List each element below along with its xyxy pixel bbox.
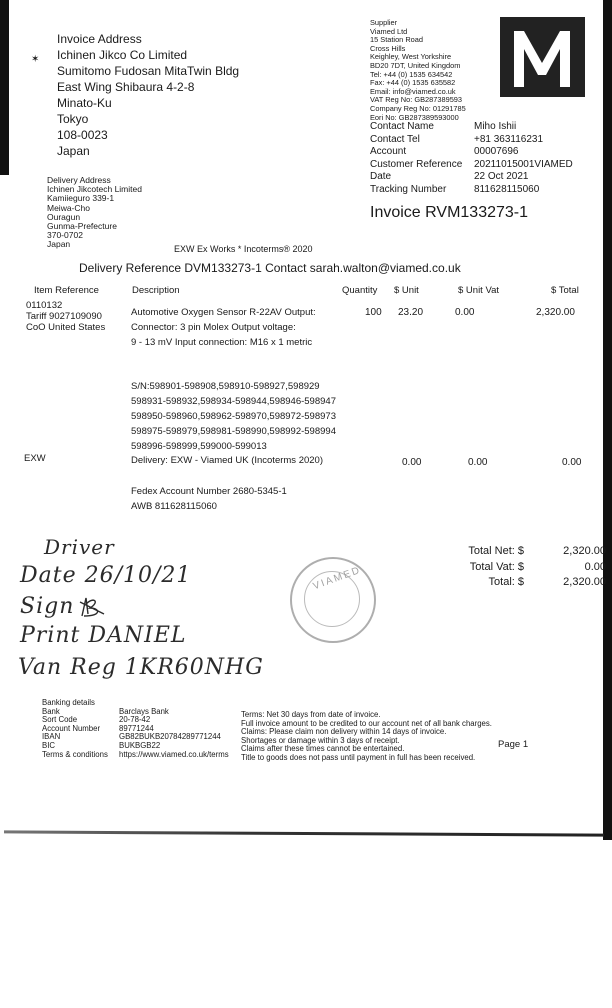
delivery-address-line: Ichinen Jikcotech Limited	[47, 184, 142, 195]
column-header-total: $ Total	[551, 285, 579, 296]
serial-line: 598950-598960,598962-598970,598972-598973	[131, 411, 336, 422]
column-header-unit-vat: $ Unit Vat	[458, 285, 500, 296]
fedex-details	[131, 484, 287, 514]
viamed-logo-icon	[500, 17, 585, 97]
page-number: Page 1	[498, 739, 529, 750]
supplier-line: Company Reg No: 01291785	[370, 103, 466, 113]
meta-value: 22 Oct 2021	[474, 171, 529, 183]
line-item-unit-vat: 0.00	[455, 307, 475, 318]
meta-key: Date	[370, 171, 392, 183]
bank-value: BUKBGB22	[119, 740, 161, 750]
scan-edge-right	[603, 0, 612, 840]
column-header-item-reference: Item Reference	[34, 285, 99, 296]
bank-value: Barclays Bank	[119, 706, 169, 716]
handwritten-date: Date 26/10/21	[20, 563, 192, 588]
item-ref-line: 0110132	[26, 300, 63, 311]
bank-key: Terms & conditions	[42, 749, 108, 759]
meta-key: Tracking Number	[370, 183, 447, 195]
invoice-address-line: Ichinen Jikco Co Limited	[57, 48, 188, 62]
invoice-address-line: Japan	[57, 144, 90, 158]
column-header-unit: $ Unit	[394, 285, 419, 296]
bank-key: BIC	[42, 740, 55, 750]
meta-key: Contact Tel	[370, 133, 420, 145]
supplier-line: BD20 7DT, United Kingdom	[370, 60, 461, 70]
delivery-item-unit: 0.00	[402, 457, 422, 468]
line-item-quantity: 100	[365, 307, 382, 318]
company-stamp	[290, 557, 376, 643]
delivery-address	[47, 176, 142, 250]
bank-key: Bank	[42, 706, 60, 716]
meta-key: Customer Reference	[370, 158, 463, 170]
terms-link[interactable]: https://www.viamed.co.uk/terms	[119, 749, 229, 759]
signature-scribble	[78, 594, 106, 620]
delivery-item-unit-vat: 0.00	[468, 457, 488, 468]
line-item-total: 2,320.00	[536, 307, 575, 318]
scan-edge-left	[0, 0, 9, 175]
terms-line: Full invoice amount to be credited to our account net of all bank charges.	[241, 718, 492, 728]
bank-row	[42, 751, 229, 760]
supplier-line: Tel: +44 (0) 1535 634542	[370, 69, 453, 79]
total-value: 2,320.00	[563, 576, 606, 588]
fedex-account: Fedex Account Number 2680-5345-1	[131, 486, 287, 497]
terms-line: Terms: Net 30 days from date of invoice.	[241, 710, 381, 719]
column-header-description: Description	[132, 285, 180, 296]
meta-row-account	[370, 146, 594, 159]
meta-value: Miho Ishii	[474, 121, 517, 132]
delivery-address-line: Gunma-Prefecture	[47, 221, 117, 232]
total-vat-value: 0.00	[584, 560, 606, 573]
terms-line: Shortages or damage within 3 days of receipt.	[241, 735, 400, 745]
serial-numbers	[131, 379, 336, 454]
invoice-address-line: East Wing Shibaura 4-2-8	[57, 80, 195, 94]
delivery-address-line: Meiwa-Cho	[47, 202, 90, 213]
banking-details	[42, 699, 229, 759]
meta-value: 20211015001VIAMED	[474, 158, 573, 170]
invoice-meta	[370, 121, 594, 197]
line-item-description	[131, 305, 316, 350]
meta-key: Account	[370, 146, 407, 158]
bank-key: IBAN	[42, 732, 61, 742]
delivery-item-reference: EXW	[24, 453, 46, 464]
invoice-address-heading: Invoice Address	[57, 32, 142, 46]
serial-line: S/N:598901-598908,598910-598927,598929	[131, 381, 320, 392]
terms-line: Title to goods does not pass until payment in full has been received.	[241, 752, 476, 762]
fedex-awb: AWB 811628115060	[131, 501, 217, 512]
handwritten-van-reg: Van Reg 1KR60NHG	[18, 655, 264, 680]
invoice-address-line: Minato-Ku	[57, 96, 112, 110]
meta-key: Contact Name	[370, 121, 434, 132]
totals	[450, 544, 606, 591]
delivery-address-line: Ouragun	[47, 211, 81, 222]
total-vat-row	[450, 560, 606, 576]
total-label: Total: $	[488, 576, 524, 588]
delivery-item-total: 0.00	[562, 457, 582, 468]
supplier-line: Keighley, West Yorkshire	[370, 52, 452, 62]
handwritten-sign: Sign	[20, 594, 75, 619]
meta-value: +81 363116231	[474, 133, 544, 145]
meta-value: 00007696	[474, 146, 519, 158]
supplier-block	[370, 19, 466, 122]
meta-row-contact-name	[370, 121, 594, 134]
handwritten-driver: Driver	[44, 535, 115, 559]
bank-value: GB82BUKB20784289771244	[119, 732, 221, 742]
terms-line: Claims: Please claim non delivery within 14 days of invoice.	[241, 727, 447, 737]
bank-value: 89771244	[119, 723, 154, 733]
delivery-address-line: Japan	[47, 239, 71, 250]
bank-key: Banking details	[42, 698, 95, 707]
supplier-line: VAT Reg No: GB287389593	[370, 95, 463, 105]
bank-value: 20-78-42	[119, 715, 151, 725]
delivery-reference: Delivery Reference DVM133273-1 Contact sarah.walton@viamed.co.uk	[79, 261, 461, 275]
bank-key: Account Number	[42, 723, 101, 733]
serial-line: 598996-598999,599000-599013	[131, 441, 267, 452]
total-net-row	[450, 544, 606, 560]
invoice-address-line: 108-0023	[57, 128, 108, 142]
line-item-unit: 23.20	[398, 307, 424, 318]
delivery-item-description: Delivery: EXW - Viamed UK (Incoterms 2020)	[131, 455, 323, 466]
serial-line: 598931-598932,598934-598944,598946-598947	[131, 396, 336, 407]
invoice-address-line: Tokyo	[57, 112, 89, 126]
total-net-value: 2,320.00	[563, 545, 606, 557]
description-line: Automotive Oxygen Sensor R-22AV Output:	[131, 307, 316, 318]
supplier-line: Email: info@viamed.co.uk	[370, 86, 456, 96]
incoterms-note: EXW Ex Works * Incoterms® 2020	[174, 244, 313, 254]
delivery-address-heading: Delivery Address	[47, 175, 111, 185]
invoice-address-line: Sumitomo Fudosan MitaTwin Bldg	[57, 64, 240, 78]
terms-line: Claims after these times cannot be entertained.	[241, 744, 405, 754]
supplier-line: Viamed Ltd	[370, 26, 408, 36]
total-vat-label: Total Vat: $	[469, 560, 524, 573]
bank-key: Sort Code	[42, 715, 78, 725]
description-line: 9 - 13 mV Input connection: M16 x 1 metric	[131, 337, 313, 348]
invoice-title: Invoice RVM133273-1	[370, 204, 529, 221]
delivery-address-line: Kamiieguro 339-1	[47, 193, 115, 204]
stamp-text: VIAMED	[311, 564, 363, 593]
total-row	[450, 575, 606, 591]
delivery-address-line: 370-0702	[47, 230, 83, 241]
payment-terms	[241, 711, 492, 763]
meta-row-customer-reference	[370, 159, 594, 172]
line-item-reference	[26, 300, 105, 333]
total-net-label: Total Net: $	[468, 545, 524, 557]
invoice-address	[57, 31, 239, 159]
supplier-line: Cross Hills	[370, 43, 406, 53]
scan-bottom-edge	[4, 830, 604, 836]
item-ref-line: Tariff 9027109090	[26, 311, 102, 322]
meta-row-tracking-number	[370, 184, 594, 197]
description-line: Connector: 3 pin Molex Output voltage:	[131, 322, 296, 333]
meta-row-contact-tel	[370, 134, 594, 147]
item-ref-line: CoO United States	[26, 322, 106, 333]
supplier-line: 15 Station Road	[370, 35, 424, 45]
meta-value: 811628115060	[474, 183, 540, 195]
scan-mark-icon: ✶	[31, 54, 40, 65]
column-header-quantity: Quantity	[342, 285, 378, 296]
supplier-line: Eori No: GB287389593000	[370, 112, 459, 122]
handwritten-print-name: Print DANIEL	[20, 623, 187, 648]
serial-line: 598975-598979,598981-598990,598992-598994	[131, 426, 336, 437]
supplier-line: Supplier	[370, 18, 398, 27]
supplier-line: Fax: +44 (0) 1535 635582	[370, 78, 456, 88]
meta-row-date	[370, 171, 594, 184]
